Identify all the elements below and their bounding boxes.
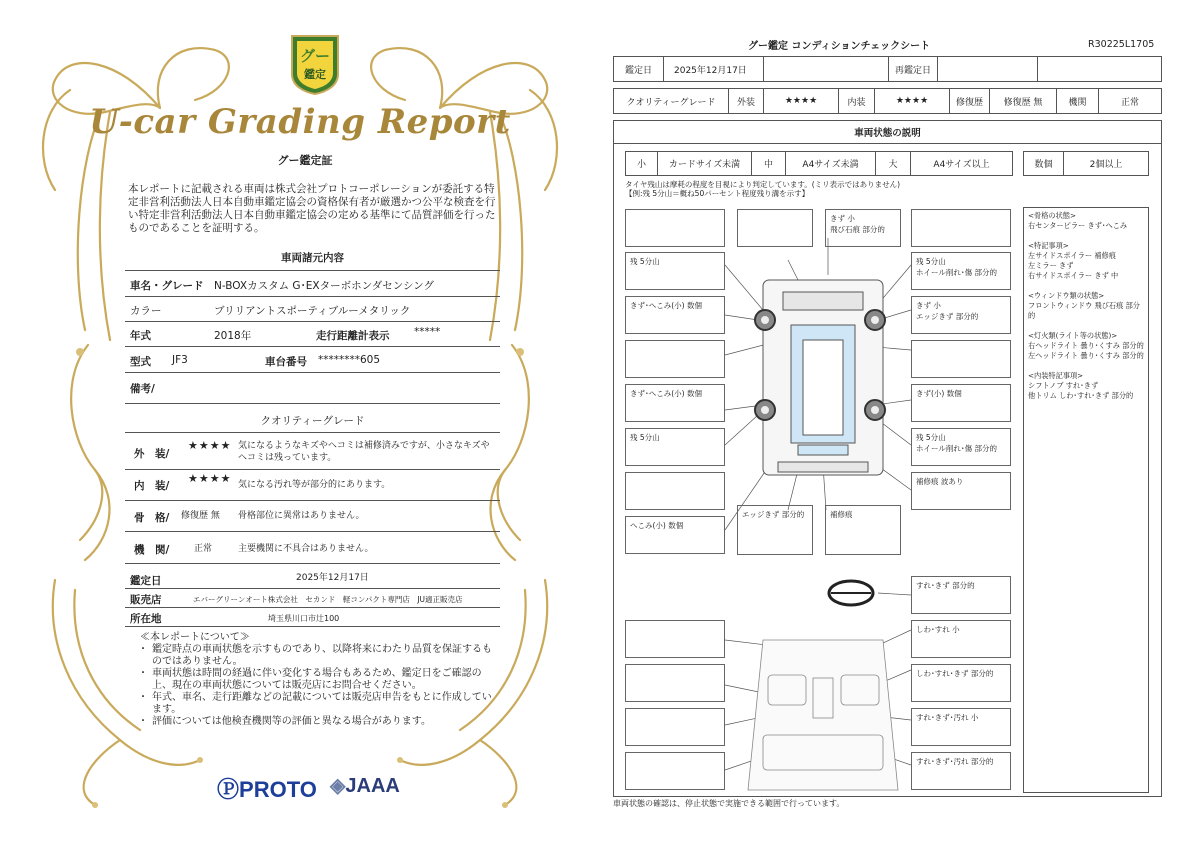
damage-box-right: きず 小 エッジきず 部分的 — [911, 296, 1011, 334]
certificate-title: グー鑑定証 — [277, 154, 333, 167]
name-label: 車名・グレード — [130, 280, 204, 292]
size-large: 大 — [876, 152, 911, 175]
exterior-label: 外 装/ — [134, 448, 170, 460]
divider — [125, 346, 500, 347]
engine-label: 機 関/ — [134, 544, 170, 556]
damage-box-left: きず･へこみ(小) 数個 — [625, 384, 725, 422]
damage-box-top: きず 小 飛び石痕 部分的 — [825, 209, 901, 247]
model-value: JF3 — [172, 354, 188, 366]
exterior-stars: ★★★★ — [188, 439, 232, 452]
interior-label: 内装 — [839, 89, 875, 113]
frame-label: 骨 格/ — [134, 512, 170, 524]
count-label: 数個 — [1024, 152, 1064, 175]
size-mid-desc: A4サイズ未満 — [786, 152, 876, 175]
about-item: ・ 年式、車名、走行距離などの記載については販売店申告をもとに作成しています。 — [140, 692, 500, 716]
count-legend — [1023, 151, 1149, 176]
sheet-footer: 車両状態の確認は、停止状態で実施できる範囲で行っています。 — [613, 799, 845, 808]
date-row — [613, 56, 1162, 82]
address-value: 埼玉県川口市辻100 — [268, 614, 340, 623]
jaaa-mark-icon: ◈ — [330, 775, 346, 797]
note-line — [1028, 361, 1144, 371]
dealer-label: 販売店 — [130, 594, 162, 606]
note-line: 右ヘッドライト 曇り･くすみ 部分的 — [1028, 341, 1144, 350]
note-line: <ウィンドウ類の状態> — [1028, 291, 1105, 300]
vehicle-spec-heading: 車両諸元内容 — [281, 252, 344, 264]
about-item: ・ 車両状態は時間の経過に伴い変化する場合もあるため、鑑定日をご確認の上、現在の車両状態については販売店にお問合せください。 — [140, 668, 500, 692]
about-title: ≪本レポートについて≫ — [140, 632, 250, 643]
chassis-value: ********605 — [318, 354, 381, 366]
divider — [125, 500, 500, 501]
interior-box-right: すれ･きず･汚れ 部分的 — [911, 752, 1011, 790]
damage-box-right: 残 5分山 ホイール削れ･傷 部分的 — [911, 428, 1011, 466]
note-line: フロントウィンドウ 飛び石痕 部分的 — [1028, 301, 1140, 320]
jaaa-logo — [330, 773, 400, 798]
interior-box-left — [625, 620, 725, 658]
interior-box-left — [625, 752, 725, 790]
damage-box-left — [625, 472, 725, 510]
exterior-stars: ★★★★ — [764, 89, 839, 113]
divider — [125, 372, 500, 373]
damage-box-right — [911, 209, 1011, 247]
damage-box-right: 補修痕 波あり — [911, 472, 1011, 510]
divider — [125, 403, 500, 404]
divider — [125, 607, 500, 608]
divider — [125, 296, 500, 297]
size-small-desc: カードサイズ未満 — [658, 152, 752, 175]
damage-box-left: へこみ(小) 数個 — [625, 516, 725, 554]
note-line: 他トリム しわ･すれ･きず 部分的 — [1028, 391, 1134, 400]
exterior-comment: 気になるようなキズやヘコミは補修済みですが、小さなキズやヘコミは残っています。 — [238, 441, 490, 463]
note-line: <内装特記事項> — [1028, 371, 1084, 380]
note-line: <骨格の状態> — [1028, 211, 1076, 220]
chassis-label: 車台番号 — [265, 356, 307, 368]
note-line: <灯火類(ライト等の状態)> — [1028, 331, 1118, 340]
damage-box-left: きず･へこみ(小) 数個 — [625, 296, 725, 334]
divider — [125, 432, 500, 433]
engine-label: 機関 — [1057, 89, 1099, 113]
year-value: 2018年 — [214, 330, 252, 342]
jaaa-logo-text: JAAA — [345, 775, 400, 797]
svg-text:鑑定: 鑑定 — [304, 68, 326, 81]
proto-logo: ⓅPROTO — [217, 777, 317, 802]
report-script-title: U-car Grading Report — [89, 102, 511, 142]
odometer-label: 走行距離計表示 — [316, 330, 390, 342]
sheet-title: グー鑑定 コンディションチェックシート — [748, 41, 931, 52]
date-value: 2025年12月17日 — [664, 57, 764, 81]
about-item: ・ 評価については他検査機関等の評価と異なる場合があります。 — [140, 716, 500, 728]
frame-comment: 骨格部位に異常はありません。 — [238, 511, 365, 521]
color-label: カラー — [130, 305, 162, 317]
blank-cell — [764, 57, 889, 81]
size-mid: 中 — [752, 152, 786, 175]
count-desc: 2個以上 — [1089, 160, 1123, 170]
note-line: 右センターピラー きず･へこみ — [1028, 221, 1128, 230]
divider — [125, 321, 500, 322]
note-line — [1028, 321, 1144, 331]
divider — [125, 469, 500, 470]
remarks-label: 備考/ — [130, 383, 155, 395]
note-line — [1028, 281, 1144, 291]
steering-wheel-icon — [829, 581, 873, 605]
quality-grade-heading: クオリティーグレード — [260, 415, 365, 427]
year-label: 年式 — [130, 330, 151, 342]
side-notes — [1023, 207, 1149, 793]
interior-box-right: すれ･きず 部分的 — [911, 576, 1011, 614]
about-report — [140, 632, 500, 728]
divider — [125, 531, 500, 532]
damage-box-top — [737, 209, 813, 247]
divider — [125, 588, 500, 589]
damage-box-right: きず(小) 数個 — [911, 384, 1011, 422]
redate-value — [938, 57, 1038, 81]
car-interior-view — [748, 640, 898, 790]
repair-label: 修復歴 — [950, 89, 990, 113]
damage-box-left — [625, 340, 725, 378]
damage-box-right: 残 5分山 ホイール削れ･傷 部分的 — [911, 252, 1011, 290]
interior-box-right: すれ･きず･汚れ 小 — [911, 708, 1011, 746]
tire-example: 【例:残 5分山＝概ね50パーセント程度残り溝を示す】 — [625, 189, 810, 198]
interior-box-right: しわ･すれ･きず 部分的 — [911, 664, 1011, 702]
damage-box-left: 残 5分山 — [625, 252, 725, 290]
note-line: <特記事項> — [1028, 241, 1069, 250]
interior-stars: ★★★★ — [188, 472, 232, 485]
damage-box-left: 残 5分山 — [625, 428, 725, 466]
damage-box-left — [625, 209, 725, 247]
tire-note: タイヤ残山は摩耗の程度を目視により判定しています。(ミリ表示ではありません) — [625, 180, 901, 189]
proto-logo-text: PROTO — [239, 777, 317, 802]
damage-box-right — [911, 340, 1011, 378]
interior-comment: 気になる汚れ等が部分的にあります。 — [238, 480, 391, 490]
interior-stars: ★★★★ — [875, 89, 950, 113]
address-label: 所在地 — [130, 613, 162, 625]
note-line — [1028, 231, 1144, 241]
exterior-label: 外装 — [729, 89, 764, 113]
svg-text:グー: グー — [299, 47, 331, 65]
name-value: N-BOXカスタム G･EXターボホンダセンシング — [214, 280, 434, 292]
damage-box-bottom: エッジきず 部分的 — [737, 505, 813, 555]
interior-box-right: しわ･すれ 小 — [911, 620, 1011, 658]
color-value: ブリリアントスポーティブルーメタリック — [214, 305, 411, 317]
condition-heading: 車両状態の説明 — [613, 120, 1162, 144]
repair-value: 修復歴 無 — [990, 89, 1057, 113]
certificate-intro: 本レポートに記載される車両は株式会社プロトコーポレーションが委託する特定非営利活動法人日本自動車鑑定協会の資格保有者が厳選かつ公平な検査を行い特定非営利活動法人日本自動車鑑定協会の定める基準にて品質評価を行ったものであることを証明する。 — [128, 183, 496, 234]
sheet-code: R30225L1705 — [1088, 39, 1155, 50]
size-legend — [625, 151, 1013, 176]
redate-label: 再鑑定日 — [889, 57, 938, 81]
interior-label: 内 装/ — [134, 480, 170, 492]
about-item: ・ 鑑定時点の車両状態を示すものであり、以降将来にわたり品質を保証するものではありません。 — [140, 644, 500, 668]
appraisal-date-label: 鑑定日 — [130, 575, 162, 587]
interior-box-left — [625, 708, 725, 746]
engine-value: 正常 — [194, 544, 213, 554]
damage-box-bottom: 補修痕 — [825, 505, 901, 555]
quality-row — [613, 88, 1162, 114]
note-line: 左ミラー きず — [1028, 261, 1074, 270]
divider — [125, 563, 500, 564]
engine-value: 正常 — [1120, 97, 1139, 108]
dealer-value: エバーグリーンオート株式会社 セカンド 軽コンパクト専門店 JU適正販売店 — [193, 595, 463, 604]
note-line: 左サイドスポイラー 補修痕 — [1028, 251, 1116, 260]
date-label: 鑑定日 — [614, 57, 664, 81]
frame-value: 修復歴 無 — [181, 511, 220, 521]
size-large-desc: A4サイズ以上 — [933, 160, 990, 170]
divider — [125, 626, 500, 627]
car-top-view — [763, 280, 883, 475]
appraisal-date-value: 2025年12月17日 — [296, 573, 369, 583]
engine-comment: 主要機関に不具合はありません。 — [238, 544, 374, 554]
note-line: 左ヘッドライト 曇り･くすみ 部分的 — [1028, 351, 1144, 360]
model-label: 型式 — [130, 356, 151, 368]
quality-label: クオリティーグレード — [614, 89, 729, 113]
interior-box-left — [625, 664, 725, 702]
divider — [125, 270, 500, 271]
size-small: 小 — [626, 152, 658, 175]
note-line: シフトノブ すれ･きず — [1028, 381, 1099, 390]
note-line: 右サイドスポイラー きず 中 — [1028, 271, 1119, 280]
goo-appraisal-badge-icon — [286, 30, 344, 96]
odometer-value: ***** — [414, 326, 441, 338]
